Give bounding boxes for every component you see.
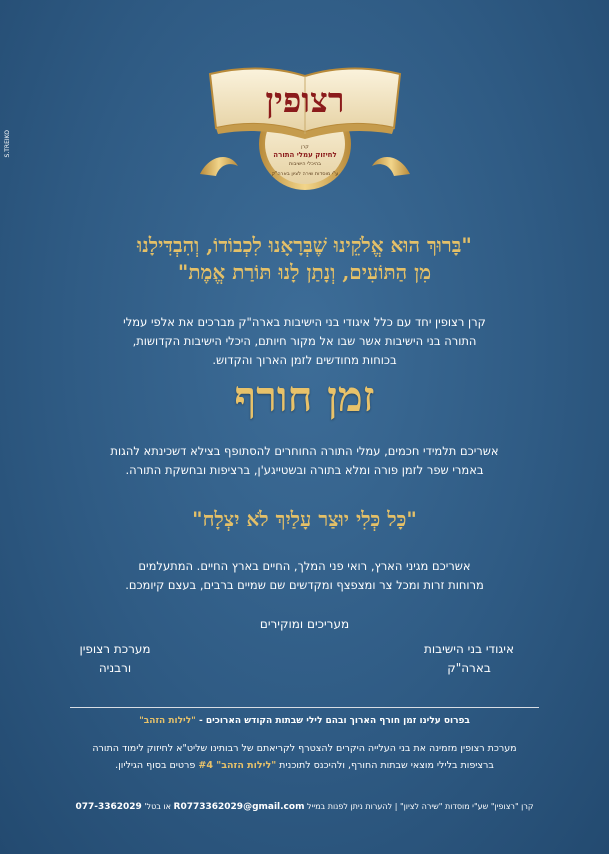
greeting-line3: בכוחות מחודשים לזמן הארוך והקדוש.: [212, 353, 397, 367]
footer-email-link[interactable]: R0773362029@gmail.com: [173, 802, 305, 812]
signature-left-line1: מערכת רצופין: [79, 642, 151, 656]
program-headline-text: בפרוס עלינו זמן חורף הארוך ובהם לילי שבתות הקודש הארוכים -: [195, 716, 470, 726]
signature-left: [60, 640, 170, 678]
greeting-paragraph: [30, 313, 579, 370]
program-details-line1: מערכת רצופין מזמינה את בני העלייה היקרים להצטרף לקריאתם של רבותינו שליט"א לחיזוק לימוד התורה: [92, 743, 517, 754]
blessing-line1: אשריכם תלמידי חכמים, עמלי התורה החוחרים להסתופף בצילא דשכינתא להגות: [110, 444, 499, 458]
verse-quote: "כָּל כְּלִי יוּצַר עָלַיִךְ לֹא יִצְלָח": [192, 507, 417, 531]
footer-text-or: או בטל': [141, 802, 174, 811]
footer-text: קרן "רצופין" שע"י מוסדות "שירה לציון" | להערות ניתן לפנות במייל: [304, 802, 534, 811]
opening-quote-line1: "בָּרוּךְ הוּא אֱלֹקֵינוּ שֶׁבְּרָאָנוּ לִכְבוֹדוֹ, וְהִבְדִּילָנוּ: [137, 233, 472, 257]
blessing-line2: באמרי שפר לזמן פורה ומלא בתורה ובשטייגע'ן, ברציפות ובחשקת התורה.: [125, 463, 484, 477]
program-details-text: ברציפות בלילי מוצאי שבתות החורף, ולהיכנס לתוכנית: [276, 760, 494, 771]
logo-title: רצופין: [265, 81, 345, 121]
praise-paragraph: [30, 557, 579, 595]
greeting-line2: התורה בני הישיבות אשר שבו אל מקור חיותם, היכלי הישיבות הקדושות,: [132, 334, 477, 348]
praise-line2: מרוחות זרות ומכל צר ומצפצף ומקדשים שם שמיים ברבים, בעצם קיומכם.: [125, 578, 484, 592]
praise-line1: אשריכם מגיני הארץ, רואי פני המלך, החיים בארץ החיים. המתעלמים: [138, 559, 471, 573]
side-code: S.TREIKO: [4, 130, 11, 158]
greeting-line1: קרן רצופין יחד עם כלל איגודי בני הישיבות בארה"ק מברכים את אלפי עמלי: [123, 315, 486, 329]
program-name: "לילות הזהב" #4: [198, 760, 277, 771]
signature-right: [399, 640, 539, 678]
signature-right-line1: איגודי בני הישיבות: [423, 642, 514, 656]
program-details-line2: [20, 757, 589, 774]
opening-quote: [40, 232, 569, 286]
footer-phone[interactable]: 077-3362029: [75, 802, 142, 812]
program-details-end: פרטים בסוף הגיליון.: [115, 760, 199, 771]
program-headline-highlight: "לילות הזהב": [139, 716, 196, 726]
signature-heading: מעריכים ומוקירים: [259, 617, 350, 631]
logo-subtitle-top: קרן: [301, 144, 309, 150]
brand-logo: [180, 44, 430, 194]
logo-subtitle-mid: לחיזוק עמלי התורה: [273, 151, 337, 159]
open-book-icon: [180, 44, 430, 194]
opening-quote-line2: מִן הַתּוֹעִים, וְנָתַן לָנוּ תּוֹרַת אֱמֶת": [177, 260, 432, 284]
footer-contact: [20, 802, 589, 812]
signature-left-line2: ורבניה: [98, 661, 132, 675]
logo-subtitle-bottom: בהיכלי הישיבות: [288, 161, 322, 167]
program-headline: [20, 716, 589, 726]
season-title: זמן חורף: [234, 372, 375, 421]
divider: [70, 707, 539, 708]
blessing-paragraph: [30, 442, 579, 480]
program-details: [20, 740, 589, 774]
signature-right-line2: בארה"ק: [447, 661, 491, 675]
logo-ring-text: ע"י מוסדות שירה לציון בארה"ק: [271, 171, 339, 177]
